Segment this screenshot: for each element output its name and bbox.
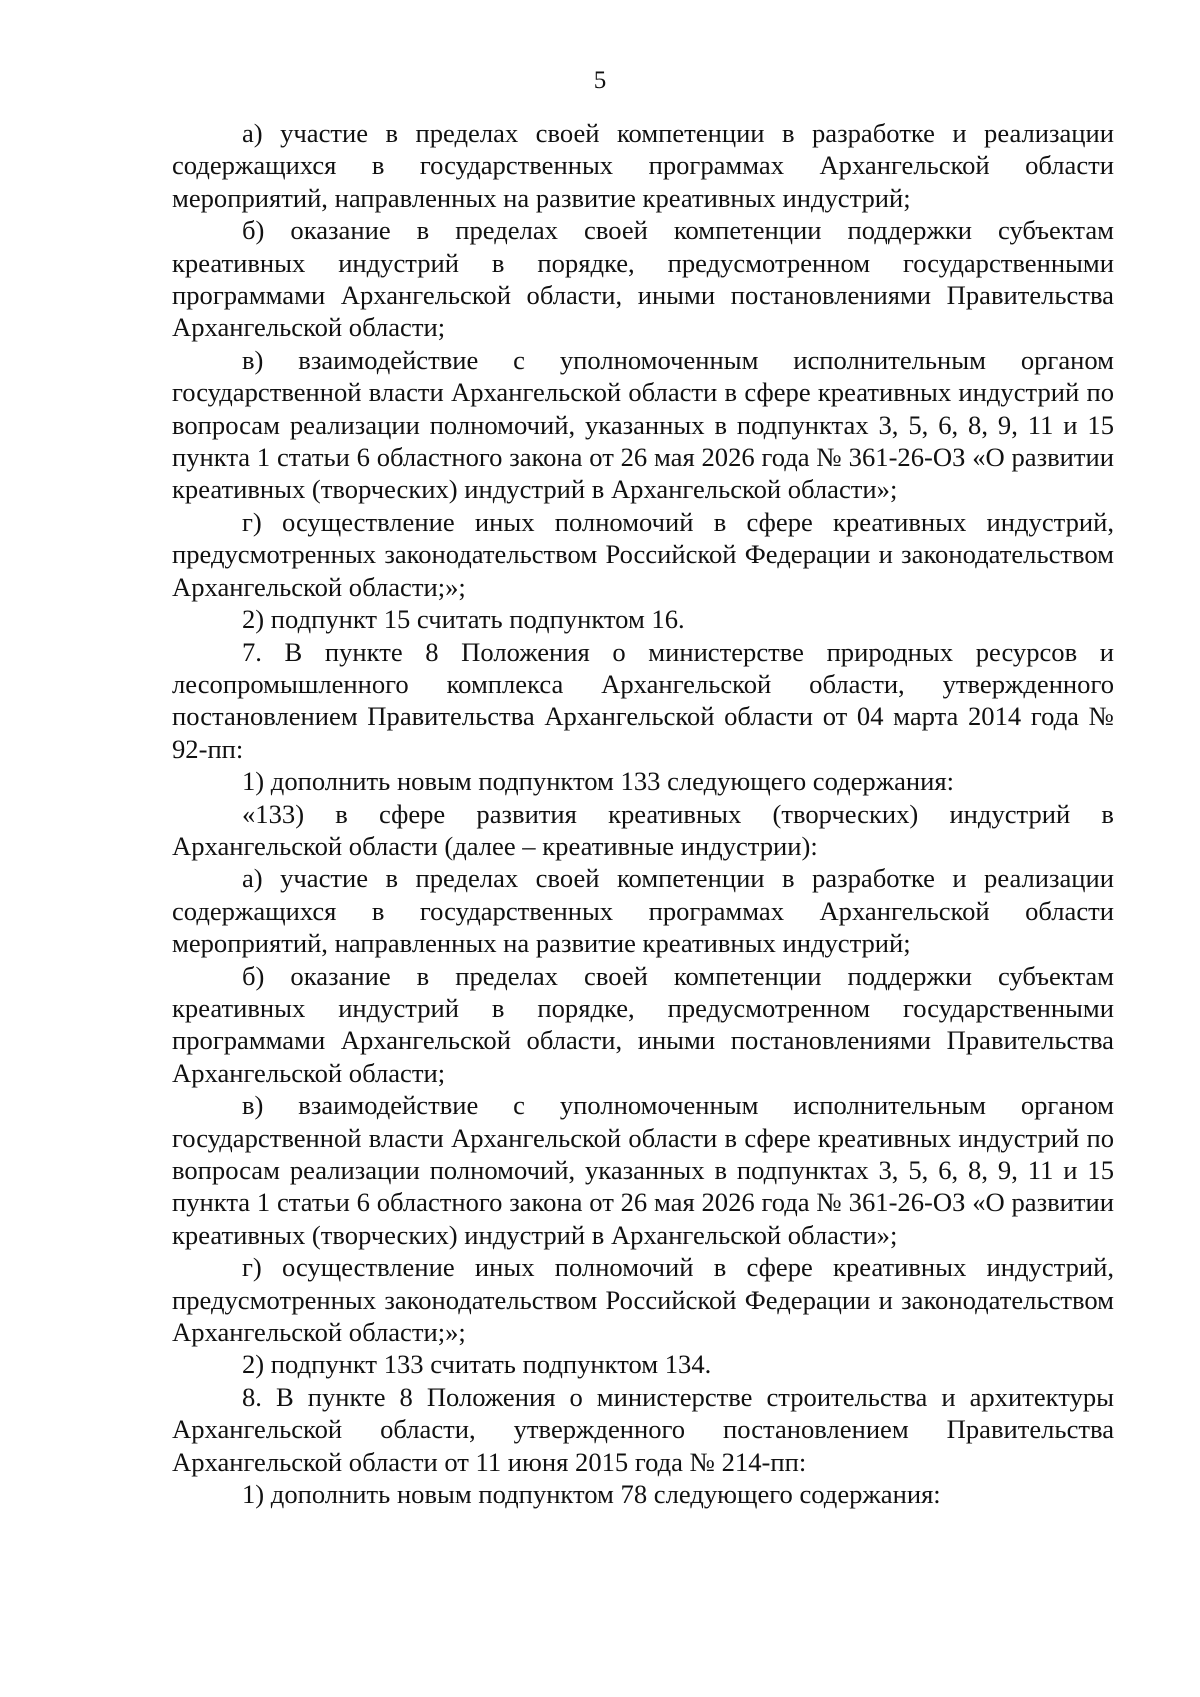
paragraph-b-support: б) оказание в пределах своей компетенции поддержки субъектам креативных индустрий в порядке, предусмотренном государственными программами Архангельской области, иными постановлениями Правительства Архангельской области; (172, 215, 1114, 343)
paragraph-a-participation: а) участие в пределах своей компетенции в разработке и реализации содержащихся в государственных программах Архангельской области мероприятий, направленных на развитие креативных индустрий; (172, 118, 1114, 213)
paragraph-item-7: 7. В пункте 8 Положения о министерстве природных ресурсов и лесопромышленного комплекса Архангельской области, утвержденного постановлением Правительства Архангельской области от 04 марта 2014 года № 92-пп: (172, 636, 1114, 764)
paragraph-add-subitem-78: 1) дополнить новым подпунктом 78 следующего содержания: (242, 1479, 941, 1510)
paragraph-v-interaction: в) взаимодействие с уполномоченным исполнительным органом государственной власти Архангельской области в сфере креативных индустрий по вопросам реализации полномочий, указанных в подпунктах 3, 5, 6, 8, 9, 11 и 15 пункта 1 статьи 6 областного закона от 26 мая 2026 года № 361-26-ОЗ «О развитии креативных (творческих) индустрий в Архангельской области»; (172, 344, 1114, 505)
paragraph-a-participation-2: а) участие в пределах своей компетенции в разработке и реализации содержащихся в государственных программах Архангельской области мероприятий, направленных на развитие креативных индустрий; (172, 863, 1114, 959)
paragraph-b-support-2: б) оказание в пределах своей компетенции поддержки субъектам креативных индустрий в порядке, предусмотренном государственными программами Архангельской области, иными постановлениями Правительства Архангельской области; (172, 960, 1114, 1088)
paragraph-add-subitem-133: 1) дополнить новым подпунктом 133 следующего содержания: (242, 766, 954, 797)
paragraph-subitem-renumber-16: 2) подпункт 15 считать подпунктом 16. (242, 604, 685, 635)
paragraph-g-other-powers-2: г) осуществление иных полномочий в сфере креативных индустрий, предусмотренных законодательством Российской Федерации и законодательством Архангельской области;»; (172, 1252, 1114, 1348)
page-number: 5 (593, 67, 607, 94)
paragraph-g-other-powers: г) осуществление иных полномочий в сфере креативных индустрий, предусмотренных законодательством Российской Федерации и законодательством Архангельской области;»; (172, 506, 1114, 602)
paragraph-item-8: 8. В пункте 8 Положения о министерстве строительства и архитектуры Архангельской области, утвержденного постановлением Правительства Архангельской области от 11 июня 2015 года № 214-пп: (172, 1381, 1114, 1477)
paragraph-subitem-renumber-134: 2) подпункт 133 считать подпунктом 134. (242, 1349, 712, 1380)
paragraph-subitem-133-text: «133) в сфере развития креативных (творческих) индустрий в Архангельской области (далее – креативные индустрии): (172, 798, 1114, 861)
paragraph-v-interaction-2: в) взаимодействие с уполномоченным исполнительным органом государственной власти Архангельской области в сфере креативных индустрий по вопросам реализации полномочий, указанных в подпунктах 3, 5, 6, 8, 9, 11 и 15 пункта 1 статьи 6 областного закона от 26 мая 2026 года № 361-26-ОЗ «О развитии креативных (творческих) индустрий в Архангельской области»; (172, 1090, 1114, 1250)
document-body (172, 117, 1114, 1510)
